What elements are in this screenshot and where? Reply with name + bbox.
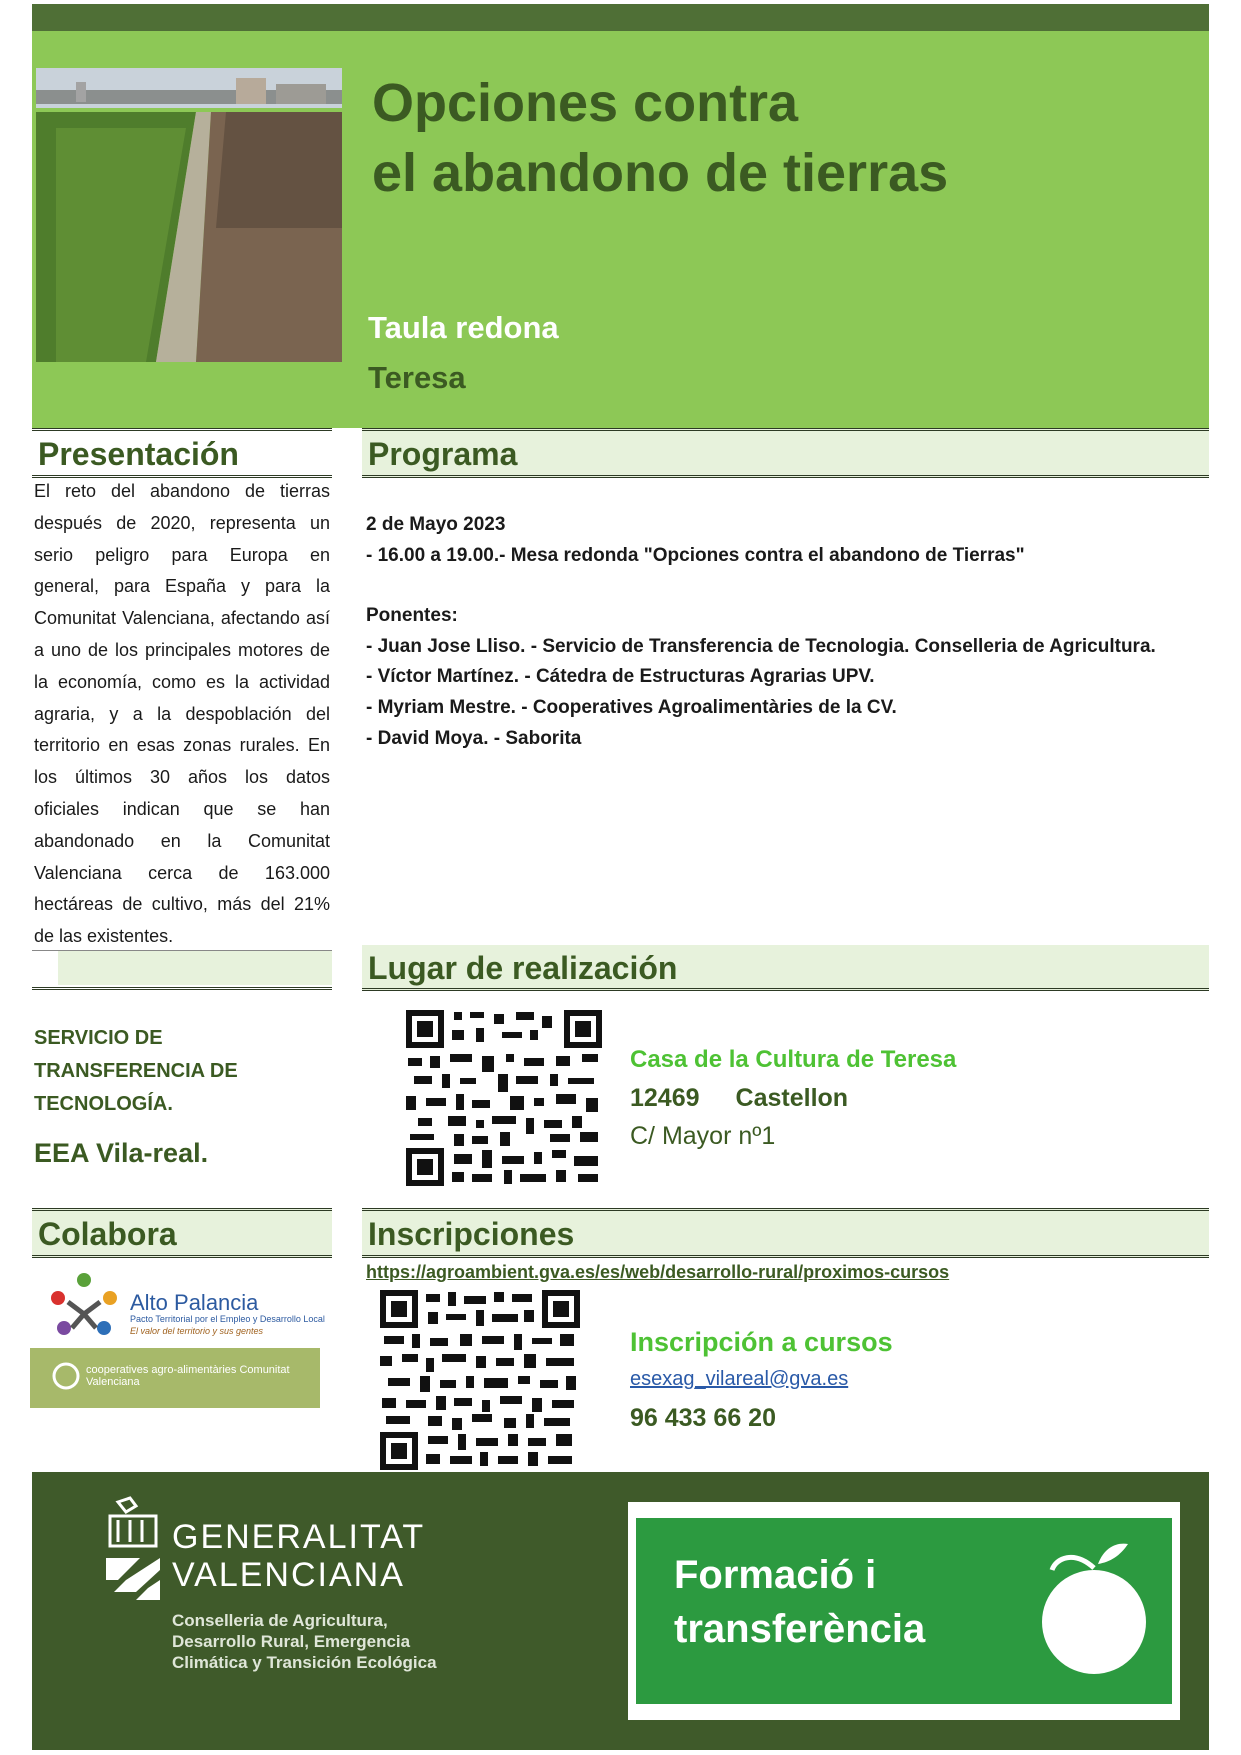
registration-link[interactable]: https://agroambient.gva.es/es/web/desarrollo-rural/proximos-cursos bbox=[366, 1262, 950, 1282]
speaker-item: - David Moya. - Saborita bbox=[366, 727, 582, 749]
formacio-badge-text: Formació i transferència bbox=[674, 1553, 926, 1651]
program-body bbox=[366, 510, 1196, 754]
registration-email-link[interactable]: esexag_vilareal@gva.es bbox=[630, 1368, 849, 1390]
partner1-name: Alto Palancia bbox=[130, 1290, 259, 1315]
venue-postcode: 12469 bbox=[630, 1084, 700, 1112]
program-heading: Programa bbox=[362, 428, 1209, 478]
venue-address: C/ Mayor nº1 bbox=[630, 1122, 776, 1150]
conselleria-name: Conselleria de Agricultura, Desarrollo Rural, Emergencia Climática y Transición Ecológica bbox=[172, 1611, 437, 1672]
presentation-divider bbox=[32, 950, 332, 990]
speaker-item: - Víctor Martínez. - Cátedra de Estructuras Agrarias UPV. bbox=[366, 666, 875, 688]
apple-icon bbox=[1034, 1530, 1154, 1680]
registration-heading: Inscripciones bbox=[362, 1208, 1209, 1258]
presentation-text: El reto del abandono de tierras después de 2020, representa un serio peligro para Europa en general, para España y para la Comunitat Valenciana, afectando así a uno de los principales motores de la economía, como es la actividad agraria, y a la despoblación del territorio en esas zonas rurales. En los últimos 30 años los datos oficiales indican que se han abandonado en la Comunitat Valenciana cerca de 163.000 hectáreas de cultivo, más del 21% de las existentes. bbox=[34, 481, 330, 947]
event-place: Teresa bbox=[368, 360, 466, 395]
speakers-heading: Ponentes: bbox=[366, 605, 458, 627]
registration-title: Inscripción a cursos bbox=[630, 1327, 893, 1357]
program-session: - 16.00 a 19.00.- Mesa redonda "Opciones contra el abandono de Tierras" bbox=[366, 544, 1025, 566]
venue-qr-code[interactable] bbox=[406, 1010, 602, 1186]
top-band bbox=[32, 4, 1209, 31]
collaborators-heading: Colabora bbox=[32, 1208, 332, 1258]
generalitat-emblem-icon bbox=[100, 1496, 166, 1606]
field-photo bbox=[36, 68, 342, 362]
venue-city: Castellon bbox=[735, 1084, 849, 1112]
program-date: 2 de Mayo 2023 bbox=[366, 514, 506, 535]
venue-name: Casa de la Cultura de Teresa bbox=[630, 1046, 957, 1073]
venue-heading: Lugar de realización bbox=[362, 945, 1209, 991]
generalitat-name: GENERALITAT VALENCIANA bbox=[172, 1518, 426, 1594]
registration-qr-code[interactable] bbox=[380, 1290, 580, 1470]
cooperatives-logo bbox=[30, 1348, 320, 1408]
presentation-heading: Presentación bbox=[32, 428, 332, 478]
page-title: Opciones contra el abandono de tierras bbox=[372, 73, 949, 203]
event-type: Taula redona bbox=[368, 310, 559, 345]
venue-city-line bbox=[630, 1084, 848, 1113]
service-name: SERVICIO DE TRANSFERENCIA DE TECNOLOGÍA. bbox=[34, 1027, 238, 1115]
station-name: EEA Vila-real. bbox=[34, 1138, 209, 1168]
speaker-item: - Juan Jose Lliso. - Servicio de Transferencia de Tecnologia. Conselleria de Agricultura. bbox=[366, 635, 1156, 657]
speaker-item: - Myriam Mestre. - Cooperatives Agroalimentàries de la CV. bbox=[366, 696, 897, 718]
partner1-motto: El valor del territorio y sus gentes bbox=[130, 1326, 264, 1336]
partner1-tagline: Pacto Territorial por el Empleo y Desarrollo Local bbox=[130, 1314, 325, 1324]
registration-phone: 96 433 66 20 bbox=[630, 1404, 776, 1432]
partner2-name: cooperatives agro-alimentàries Comunitat Valenciana bbox=[86, 1364, 290, 1388]
